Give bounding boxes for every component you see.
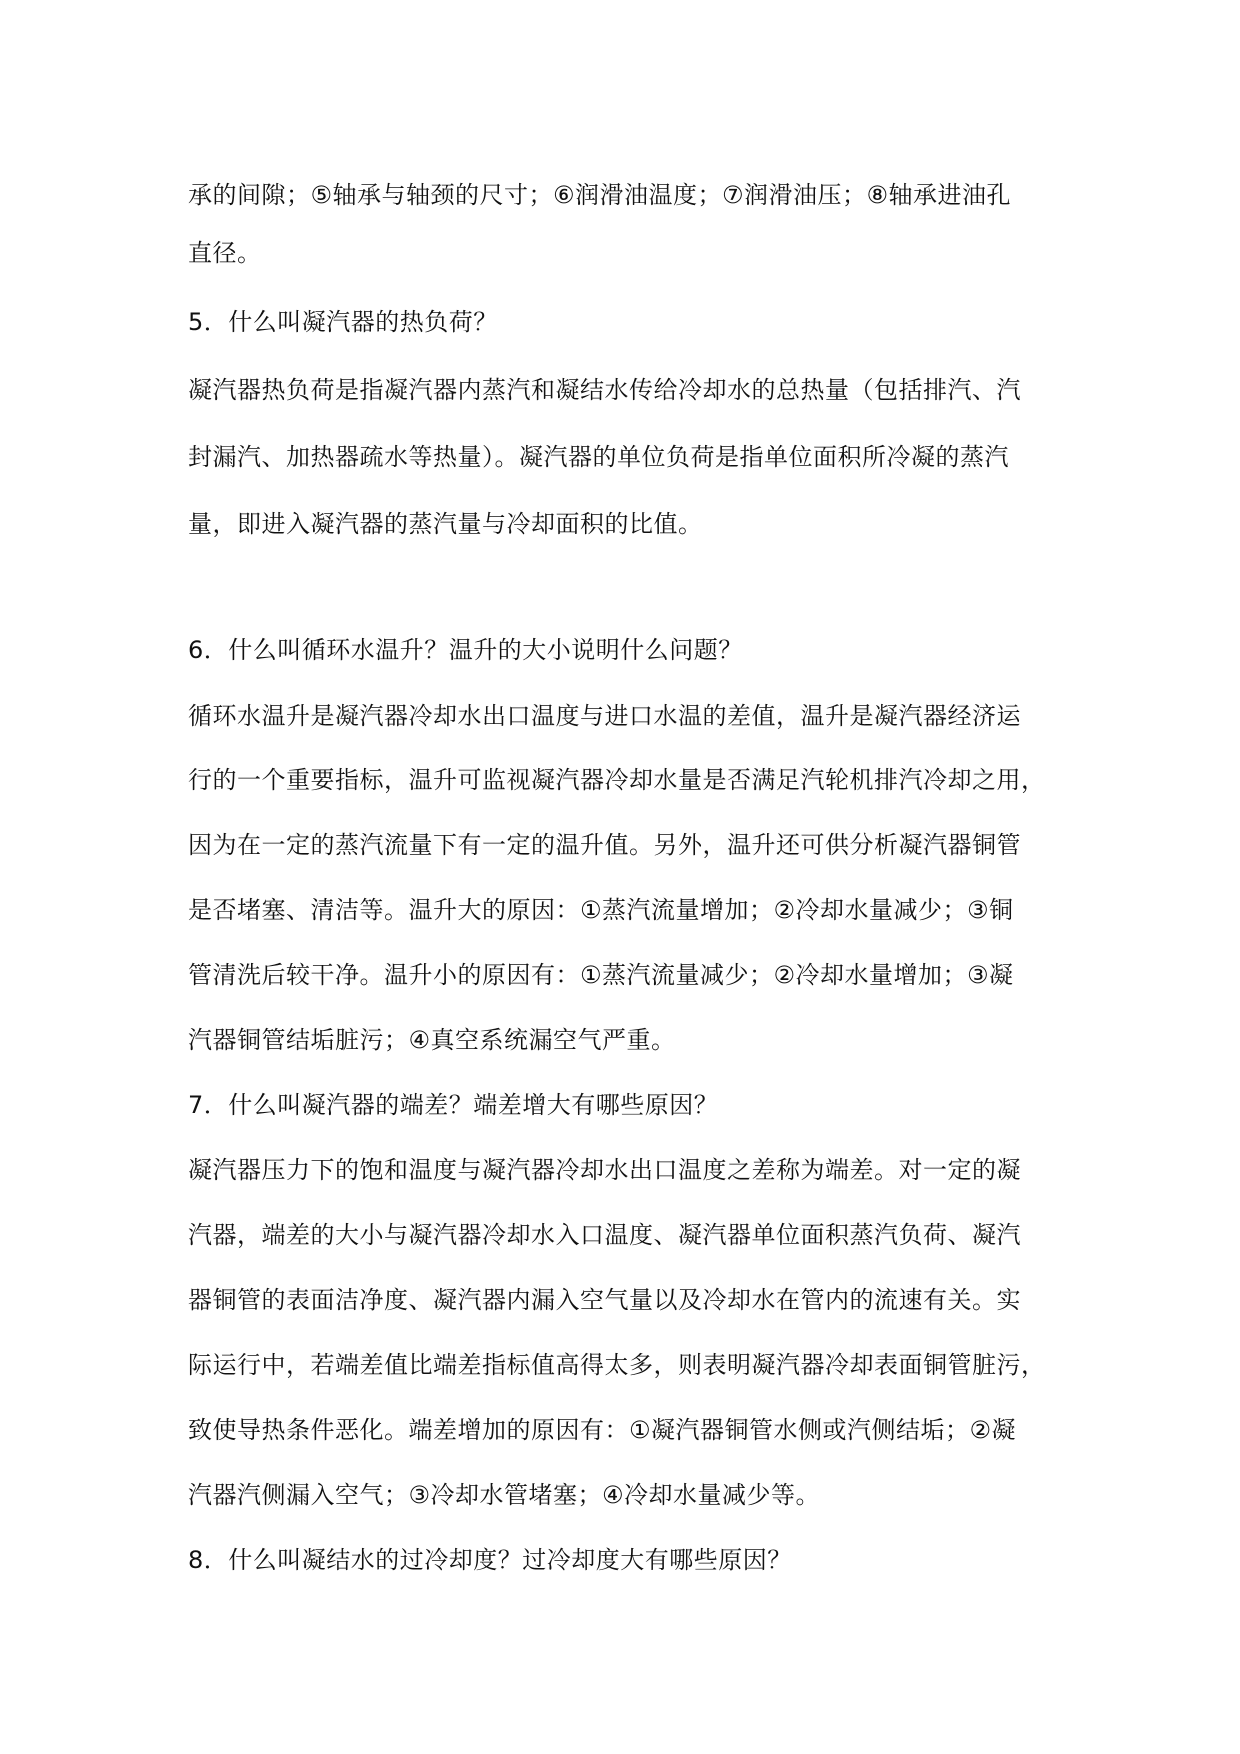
text-line: 凝汽器压力下的饱和温度与凝汽器冷却水出口温度之差称为端差。对一定的凝 bbox=[188, 1156, 1021, 1184]
text-line: 是否堵塞、清洁等。温升大的原因：①蒸汽流量增加；②冷却水量减少；③铜 bbox=[188, 896, 1014, 924]
text-line: 行的一个重要指标，温升可监视凝汽器冷却水量是否满足汽轮机排汽冷却之用， bbox=[188, 766, 1046, 794]
text-line: 管清洗后较干净。温升小的原因有：①蒸汽流量减少；②冷却水量增加；③凝 bbox=[188, 961, 1014, 989]
text-line: 汽器铜管结垢脏污；④真空系统漏空气严重。 bbox=[188, 1026, 676, 1054]
text-line: 直径。 bbox=[188, 239, 262, 267]
text-line: 承的间隙；⑤轴承与轴颈的尺寸；⑥润滑油温度；⑦润滑油压；⑧轴承进油孔 bbox=[188, 181, 1012, 209]
text-line: 循环水温升是凝汽器冷却水出口温度与进口水温的差值，温升是凝汽器经济运 bbox=[188, 702, 1021, 730]
text-line: 致使导热条件恶化。端差增加的原因有：①凝汽器铜管水侧或汽侧结垢；②凝 bbox=[188, 1416, 1017, 1444]
text-line: 汽器，端差的大小与凝汽器冷却水入口温度、凝汽器单位面积蒸汽负荷、凝汽 bbox=[188, 1221, 1021, 1249]
question-heading: 7．什么叫凝汽器的端差？端差增大有哪些原因？ bbox=[188, 1091, 719, 1119]
text-line: 量，即进入凝汽器的蒸汽量与冷却面积的比值。 bbox=[188, 510, 703, 538]
text-line: 际运行中，若端差值比端差指标值高得太多，则表明凝汽器冷却表面铜管脏污， bbox=[188, 1351, 1046, 1379]
text-line: 因为在一定的蒸汽流量下有一定的温升值。另外，温升还可供分析凝汽器铜管 bbox=[188, 831, 1021, 859]
text-line: 封漏汽、加热器疏水等热量）。凝汽器的单位负荷是指单位面积所冷凝的蒸汽 bbox=[188, 443, 1009, 471]
question-heading: 8．什么叫凝结水的过冷却度？过冷却度大有哪些原因？ bbox=[188, 1546, 792, 1574]
question-heading: 5．什么叫凝汽器的热负荷？ bbox=[188, 308, 498, 336]
text-line: 凝汽器热负荷是指凝汽器内蒸汽和凝结水传给冷却水的总热量（包括排汽、汽 bbox=[188, 376, 1021, 404]
text-line: 器铜管的表面洁净度、凝汽器内漏入空气量以及冷却水在管内的流速有关。实 bbox=[188, 1286, 1021, 1314]
question-heading: 6．什么叫循环水温升？温升的大小说明什么问题？ bbox=[188, 636, 743, 664]
text-line: 汽器汽侧漏入空气；③冷却水管堵塞；④冷却水量减少等。 bbox=[188, 1481, 821, 1509]
